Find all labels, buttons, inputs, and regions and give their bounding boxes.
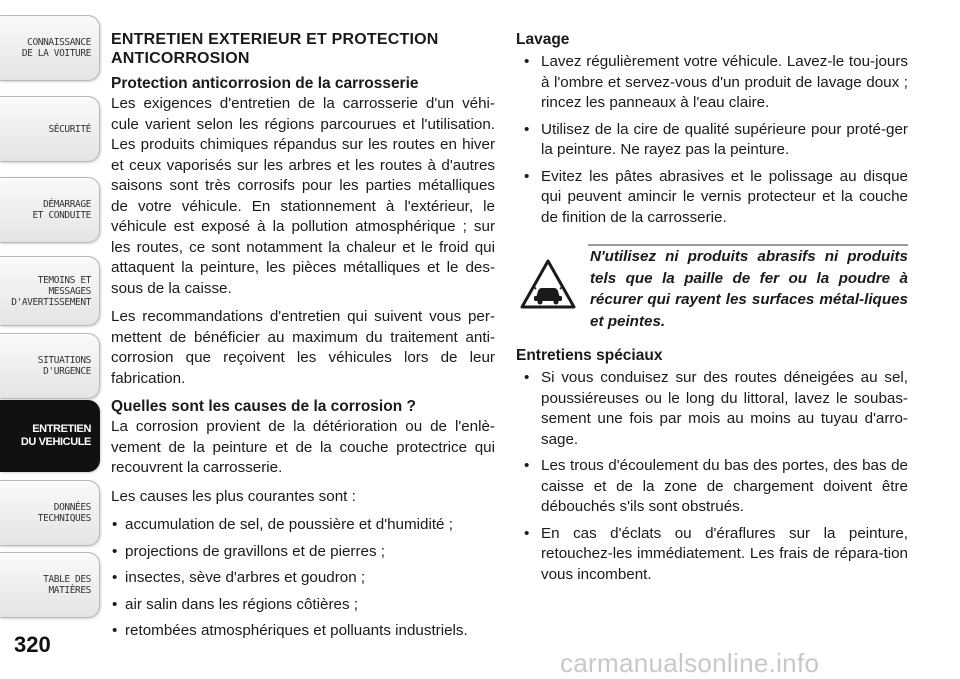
tab-securite[interactable] bbox=[0, 96, 100, 162]
lavage-list bbox=[516, 52, 908, 228]
causes-list bbox=[111, 515, 495, 642]
page-number: 320 bbox=[14, 632, 51, 657]
list-item: • Les trous d'écoulement du bas des portes, des bas de caisse et de la zone de chargement doivent être débouchés s'ils sont obstrués. bbox=[516, 456, 908, 518]
section-title: ENTRETIEN EXTERIEUR ET PROTECTION ANTICORROSION bbox=[111, 31, 439, 67]
tab-label-line: CONNAISSANCE bbox=[27, 37, 91, 48]
list-item: • projections de gravillons et de pierres ; bbox=[111, 542, 495, 563]
subtitle-causes: Quelles sont les causes de la corrosion ? bbox=[111, 398, 416, 415]
list-item: • retombées atmosphériques et polluants industriels. bbox=[111, 621, 495, 642]
tab-label-line: DÉMARRAGE bbox=[43, 199, 91, 210]
tab-label-line: DE LA VOITURE bbox=[21, 48, 91, 59]
list-item: • Si vous conduisez sur des routes déneigées au sel, poussiéreuses ou le long du littoral, lavez le soubas-sement une fois par mois au moins au tuyau d'arro-sage. bbox=[516, 368, 908, 450]
warning-box bbox=[516, 246, 908, 332]
heading-lavage: Lavage bbox=[516, 31, 570, 48]
list-item: • Evitez les pâtes abrasives et le polissage au disque qui peuvent amincir le vernis protecteur et la couche de finition de la carrosserie. bbox=[516, 167, 908, 229]
tab-demarrage[interactable] bbox=[0, 177, 100, 243]
special-list bbox=[516, 368, 908, 585]
tab-label-line: D'URGENCE bbox=[43, 366, 91, 377]
tab-label-line: SITUATIONS bbox=[37, 355, 91, 366]
list-item: • Utilisez de la cire de qualité supérieure pour proté-ger la peinture. Ne rayez pas la peinture. bbox=[516, 120, 908, 161]
tab-label-line: DU VEHICULE bbox=[20, 436, 91, 448]
tab-situations[interactable] bbox=[0, 333, 100, 399]
list-item: • En cas d'éclats ou d'éraflures sur la peinture, retouchez-les immédiatement. Les frais de répara-tion vous incombent. bbox=[516, 524, 908, 586]
warning-text: N'utilisez ni produits abrasifs ni produits tels que la paille de fer ou la poudre à récurer qui rayent les surfaces métal-liques et peintes. bbox=[590, 248, 908, 330]
paragraph: Les exigences d'entretien de la carrosserie d'un véhi-cule varient selon les régions parcourues et l'utilisation. Les produits chimiques répandus sur les routes en hiver et ceux vaporisés sur les arbres et les routes à d'autres saisons sont très corrosifs pour les parties métalliques de votre véhicule. En stationnement à l'extérieur, le véhicule est exposé à la pollution atmosphérique ; sur les routes, ce sont notamment la chaleur et le froid qui attaquent la peinture, les pièces métalliques et le des-sous de la caisse. bbox=[111, 95, 495, 297]
watermark: carmanualsonline.info bbox=[560, 648, 820, 678]
tab-label-line: D'AVERTISSEMENT bbox=[11, 296, 91, 308]
left-column bbox=[111, 30, 495, 650]
heading-entretiens-speciaux: Entretiens spéciaux bbox=[516, 347, 663, 364]
paragraph: Les recommandations d'entretien qui suivent vous per-mettent de bénéficier au maximum du traitement anti-corrosion que reçoivent les véhicules lors de leur fabrication. bbox=[111, 308, 495, 387]
chapter-sidebar bbox=[0, 0, 103, 678]
tab-table-des-matieres[interactable] bbox=[0, 552, 100, 618]
list-item: • air salin dans les régions côtières ; bbox=[111, 595, 495, 616]
tab-label-line: MATIÈRES bbox=[48, 585, 91, 596]
warning-divider bbox=[588, 244, 908, 246]
subtitle-protection: Protection anticorrosion de la carrosserie bbox=[111, 75, 419, 92]
tab-connaissance[interactable] bbox=[0, 15, 100, 81]
tab-entretien[interactable] bbox=[0, 400, 100, 472]
tab-label-line: ENTRETIEN bbox=[32, 423, 91, 435]
tab-label-line: DONNÉES bbox=[53, 502, 91, 513]
list-item: • Lavez régulièrement votre véhicule. Lavez-le tou-jours à l'ombre et servez-vous d'un produit de lavage doux ; rincez les panneaux à l'eau claire. bbox=[516, 52, 908, 114]
tab-label-line: TABLE DES bbox=[43, 574, 91, 585]
right-column bbox=[516, 30, 908, 593]
list-item: • accumulation de sel, de poussière et d'humidité ; bbox=[111, 515, 495, 536]
tab-donnees[interactable] bbox=[0, 480, 100, 546]
tab-label-line: SÉCURITÉ bbox=[48, 123, 91, 135]
tab-label-line: TECHNIQUES bbox=[37, 513, 91, 524]
tab-label-line: MESSAGES bbox=[48, 285, 91, 297]
paragraph: Les causes les plus courantes sont : bbox=[111, 487, 356, 505]
list-item: • insectes, sève d'arbres et goudron ; bbox=[111, 568, 495, 589]
car-warning-icon bbox=[516, 256, 580, 312]
tab-label-line: ET CONDUITE bbox=[32, 210, 91, 221]
paragraph: La corrosion provient de la détérioration ou de l'enlè-vement de la peinture et de la couche protectrice qui recouvrent la carrosserie. bbox=[111, 418, 495, 476]
tab-temoins[interactable] bbox=[0, 256, 100, 326]
tab-label-line: TEMOINS ET bbox=[37, 274, 91, 286]
